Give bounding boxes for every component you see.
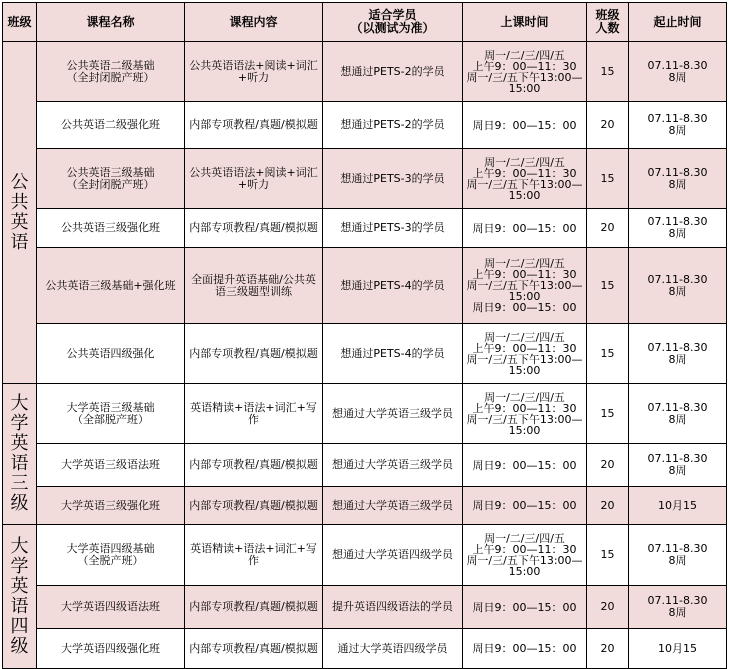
course-name: 公共英语二级基础 <box>66 58 155 72</box>
class-size: 15 <box>587 42 629 102</box>
class-size: 15 <box>587 384 629 444</box>
table-row <box>3 525 727 586</box>
header-period: 起止时间 <box>629 3 727 42</box>
period-dates: 07.11-8.30 <box>647 272 708 286</box>
table-row <box>3 209 727 248</box>
class-time-line: 周一/三/五下午13:00— <box>466 412 583 426</box>
course-name: 大学英语四级强化班 <box>61 641 160 655</box>
table-row <box>3 149 727 209</box>
class-time-line: 15:00 <box>508 81 541 95</box>
class-time-cell <box>463 525 587 586</box>
table-row <box>3 586 727 629</box>
header-class-time: 上课时间 <box>463 3 587 42</box>
table-row <box>3 102 727 149</box>
table-row <box>3 384 727 444</box>
period-cell <box>629 629 727 669</box>
class-time-line: 15:00 <box>508 423 541 437</box>
table-row <box>3 629 727 669</box>
period-cell <box>629 149 727 209</box>
class-time-cell <box>463 102 587 149</box>
class-time-line: 上午9：00—11：30 <box>472 341 577 355</box>
course-name-cell <box>37 324 185 384</box>
class-time-cell <box>463 149 587 209</box>
class-time-line: 15:00 <box>508 565 541 578</box>
period-dates: 07.11-8.30 <box>647 542 708 555</box>
course-content: 内部专项教程/真题/模拟题 <box>185 586 323 629</box>
class-time-line: 上午9：00—11：30 <box>472 268 577 281</box>
course-content: 英语精读+语法+词汇+写作 <box>185 384 323 444</box>
class-time-line: 周日9：00—15：00 <box>472 118 577 132</box>
header-size-line2: 人数 <box>595 21 620 35</box>
period-weeks: 8周 <box>668 227 687 240</box>
class-time-line: 周日9：00—15：00 <box>472 458 577 472</box>
period-cell <box>629 248 727 324</box>
course-content: 内部专项教程/真题/模拟题 <box>185 209 323 248</box>
period-dates: 07.11-8.30 <box>647 400 708 414</box>
class-time-line: 上午9：00—11：30 <box>472 543 577 556</box>
period-cell <box>629 42 727 102</box>
class-time-line: 周一/二/三/四/五 <box>484 155 565 169</box>
course-content: 内部专项教程/真题/模拟题 <box>185 102 323 149</box>
target-students: 想通过PETS-2的学员 <box>323 102 463 149</box>
header-course-name: 课程名称 <box>37 3 185 42</box>
class-time-line: 上午9：00—11：30 <box>472 166 577 180</box>
course-name-note: （全脱产班） <box>77 554 144 567</box>
class-time-cell <box>463 444 587 487</box>
period-weeks: 8周 <box>668 554 687 567</box>
class-time-cell <box>463 248 587 324</box>
course-content: 公共英语语法+阅读+词汇+听力 <box>185 42 323 102</box>
period-cell <box>629 525 727 586</box>
class-time-line: 周一/三/五下午13:00— <box>466 352 583 366</box>
period-cell <box>629 384 727 444</box>
course-content: 内部专项教程/真题/模拟题 <box>185 324 323 384</box>
class-time-cell <box>463 487 587 525</box>
group-label-text: 大学英语四级 <box>10 535 29 657</box>
course-content: 公共英语语法+阅读+词汇+听力 <box>185 149 323 209</box>
period-dates: 07.11-8.30 <box>647 215 708 228</box>
target-students: 想通过大学英语三级学员 <box>323 487 463 525</box>
target-students: 通过大学英语四级学员 <box>323 629 463 669</box>
group-label-text: 公共英语 <box>10 171 29 253</box>
target-students: 想通过PETS-2的学员 <box>323 42 463 102</box>
class-size: 20 <box>587 629 629 669</box>
course-name: 大学英语四级语法班 <box>61 600 160 613</box>
header-students-line2: （以测试为准） <box>350 21 435 35</box>
course-name: 大学英语三级语法班 <box>61 458 160 471</box>
class-time-line: 周日9：00—15：00 <box>472 301 577 314</box>
class-time-line: 周一/二/三/四/五 <box>484 48 565 62</box>
class-time-line: 周一/三/五下午13:00— <box>466 70 583 84</box>
class-time-line: 周一/二/三/四/五 <box>484 532 565 545</box>
course-name: 公共英语二级强化班 <box>61 118 160 131</box>
class-time-line: 周一/三/五下午13:00— <box>466 279 583 292</box>
course-name-cell <box>37 149 185 209</box>
class-time-cell <box>463 586 587 629</box>
class-size: 20 <box>587 102 629 149</box>
header-students-line1: 适合学员 <box>368 8 417 22</box>
course-name-cell <box>37 102 185 149</box>
period-dates: 07.11-8.30 <box>647 594 708 607</box>
table-row <box>3 248 727 324</box>
class-time-line: 周一/二/三/四/五 <box>484 390 565 404</box>
course-name: 公共英语三级基础 <box>66 165 155 179</box>
table-row <box>3 324 727 384</box>
class-time-line: 15:00 <box>508 188 541 202</box>
course-name: 公共英语三级基础+强化班 <box>45 278 176 292</box>
period-cell <box>629 209 727 248</box>
period-weeks: 8周 <box>668 124 687 137</box>
target-students: 想通过大学英语三级学员 <box>323 444 463 487</box>
course-name-cell <box>37 42 185 102</box>
course-name-cell <box>37 444 185 487</box>
period-dates: 07.11-8.30 <box>647 452 708 465</box>
course-content: 内部专项教程/真题/模拟题 <box>185 444 323 487</box>
course-name-cell <box>37 248 185 324</box>
class-time-cell <box>463 324 587 384</box>
period-weeks: 8周 <box>668 70 687 84</box>
course-name-cell <box>37 209 185 248</box>
table-row <box>3 444 727 487</box>
header-row <box>3 3 727 42</box>
class-time-line: 上午9：00—11：30 <box>472 401 577 415</box>
period-cell <box>629 324 727 384</box>
target-students: 想通过大学英语三级学员 <box>323 384 463 444</box>
class-size: 20 <box>587 586 629 629</box>
period-dates: 10月15 <box>658 498 697 512</box>
class-time-line: 周日9：00—15：00 <box>472 221 577 235</box>
target-students: 想通过PETS-4的学员 <box>323 248 463 324</box>
period-cell <box>629 444 727 487</box>
period-weeks: 8周 <box>668 177 687 191</box>
class-time-line: 上午9：00—11：30 <box>472 59 577 73</box>
period-dates: 07.11-8.30 <box>647 165 708 179</box>
period-cell <box>629 586 727 629</box>
class-size: 20 <box>587 487 629 525</box>
course-name-cell <box>37 586 185 629</box>
course-content: 内部专项教程/真题/模拟题 <box>185 629 323 669</box>
class-time-cell <box>463 629 587 669</box>
table-row <box>3 42 727 102</box>
class-time-line: 15:00 <box>508 363 541 377</box>
class-time-line: 周一/二/三/四/五 <box>484 257 565 270</box>
course-content: 全面提升英语基础/公共英语三级题型训练 <box>185 248 323 324</box>
class-size: 20 <box>587 209 629 248</box>
target-students: 提升英语四级语法的学员 <box>323 586 463 629</box>
class-time-line: 周一/三/五下午13:00— <box>466 177 583 191</box>
course-name-note: （全部脱产班） <box>72 412 149 426</box>
period-weeks: 8周 <box>668 464 687 477</box>
course-name-cell <box>37 629 185 669</box>
target-students: 想通过PETS-4的学员 <box>323 324 463 384</box>
class-size: 15 <box>587 248 629 324</box>
period-dates: 10月15 <box>658 641 697 655</box>
course-name-note: （全封闭脱产班） <box>66 177 155 191</box>
header-group: 班级 <box>3 3 37 42</box>
course-content: 内部专项教程/真题/模拟题 <box>185 487 323 525</box>
course-name-cell <box>37 384 185 444</box>
group-label-cet3 <box>3 384 37 525</box>
course-name: 大学英语三级强化班 <box>61 498 160 512</box>
period-cell <box>629 102 727 149</box>
class-time-cell <box>463 384 587 444</box>
class-size: 15 <box>587 149 629 209</box>
period-dates: 07.11-8.30 <box>647 112 708 125</box>
course-name: 公共英语四级强化 <box>66 346 155 360</box>
period-dates: 07.11-8.30 <box>647 58 708 72</box>
table-row <box>3 487 727 525</box>
course-schedule-table <box>2 2 727 669</box>
class-time-cell <box>463 209 587 248</box>
class-time-line: 周日9：00—15：00 <box>472 499 577 512</box>
course-name-cell <box>37 487 185 525</box>
class-time-line: 周日9：00—15：00 <box>472 600 577 614</box>
header-course-content: 课程内容 <box>185 3 323 42</box>
course-name: 大学英语四级基础 <box>66 542 155 555</box>
group-label-text: 大学英语三级 <box>10 393 29 514</box>
course-name-note: （全封闭脱产班） <box>66 70 155 84</box>
group-label-public <box>3 42 37 384</box>
period-weeks: 8周 <box>668 606 687 619</box>
period-cell <box>629 487 727 525</box>
period-dates: 07.11-8.30 <box>647 340 708 354</box>
group-label-cet4 <box>3 525 37 669</box>
class-time-line: 周一/二/三/四/五 <box>484 330 565 344</box>
course-content: 英语精读+语法+词汇+写作 <box>185 525 323 586</box>
class-time-line: 15:00 <box>508 290 541 303</box>
class-time-line: 周一/三/五下午13:00— <box>466 554 583 567</box>
class-time-cell <box>463 42 587 102</box>
course-name-cell <box>37 525 185 586</box>
class-time-line: 周日9：00—15：00 <box>472 642 577 655</box>
class-size: 20 <box>587 444 629 487</box>
header-target-students <box>323 3 463 42</box>
target-students: 想通过大学英语四级学员 <box>323 525 463 586</box>
course-name: 大学英语三级基础 <box>66 400 155 414</box>
header-size-line1: 班级 <box>595 8 620 22</box>
period-weeks: 8周 <box>668 352 687 366</box>
target-students: 想通过PETS-3的学员 <box>323 209 463 248</box>
target-students: 想通过PETS-3的学员 <box>323 149 463 209</box>
class-size: 15 <box>587 525 629 586</box>
period-weeks: 8周 <box>668 412 687 426</box>
header-class-size <box>587 3 629 42</box>
course-name: 公共英语三级强化班 <box>61 221 160 234</box>
class-size: 15 <box>587 324 629 384</box>
period-weeks: 8周 <box>668 284 687 298</box>
